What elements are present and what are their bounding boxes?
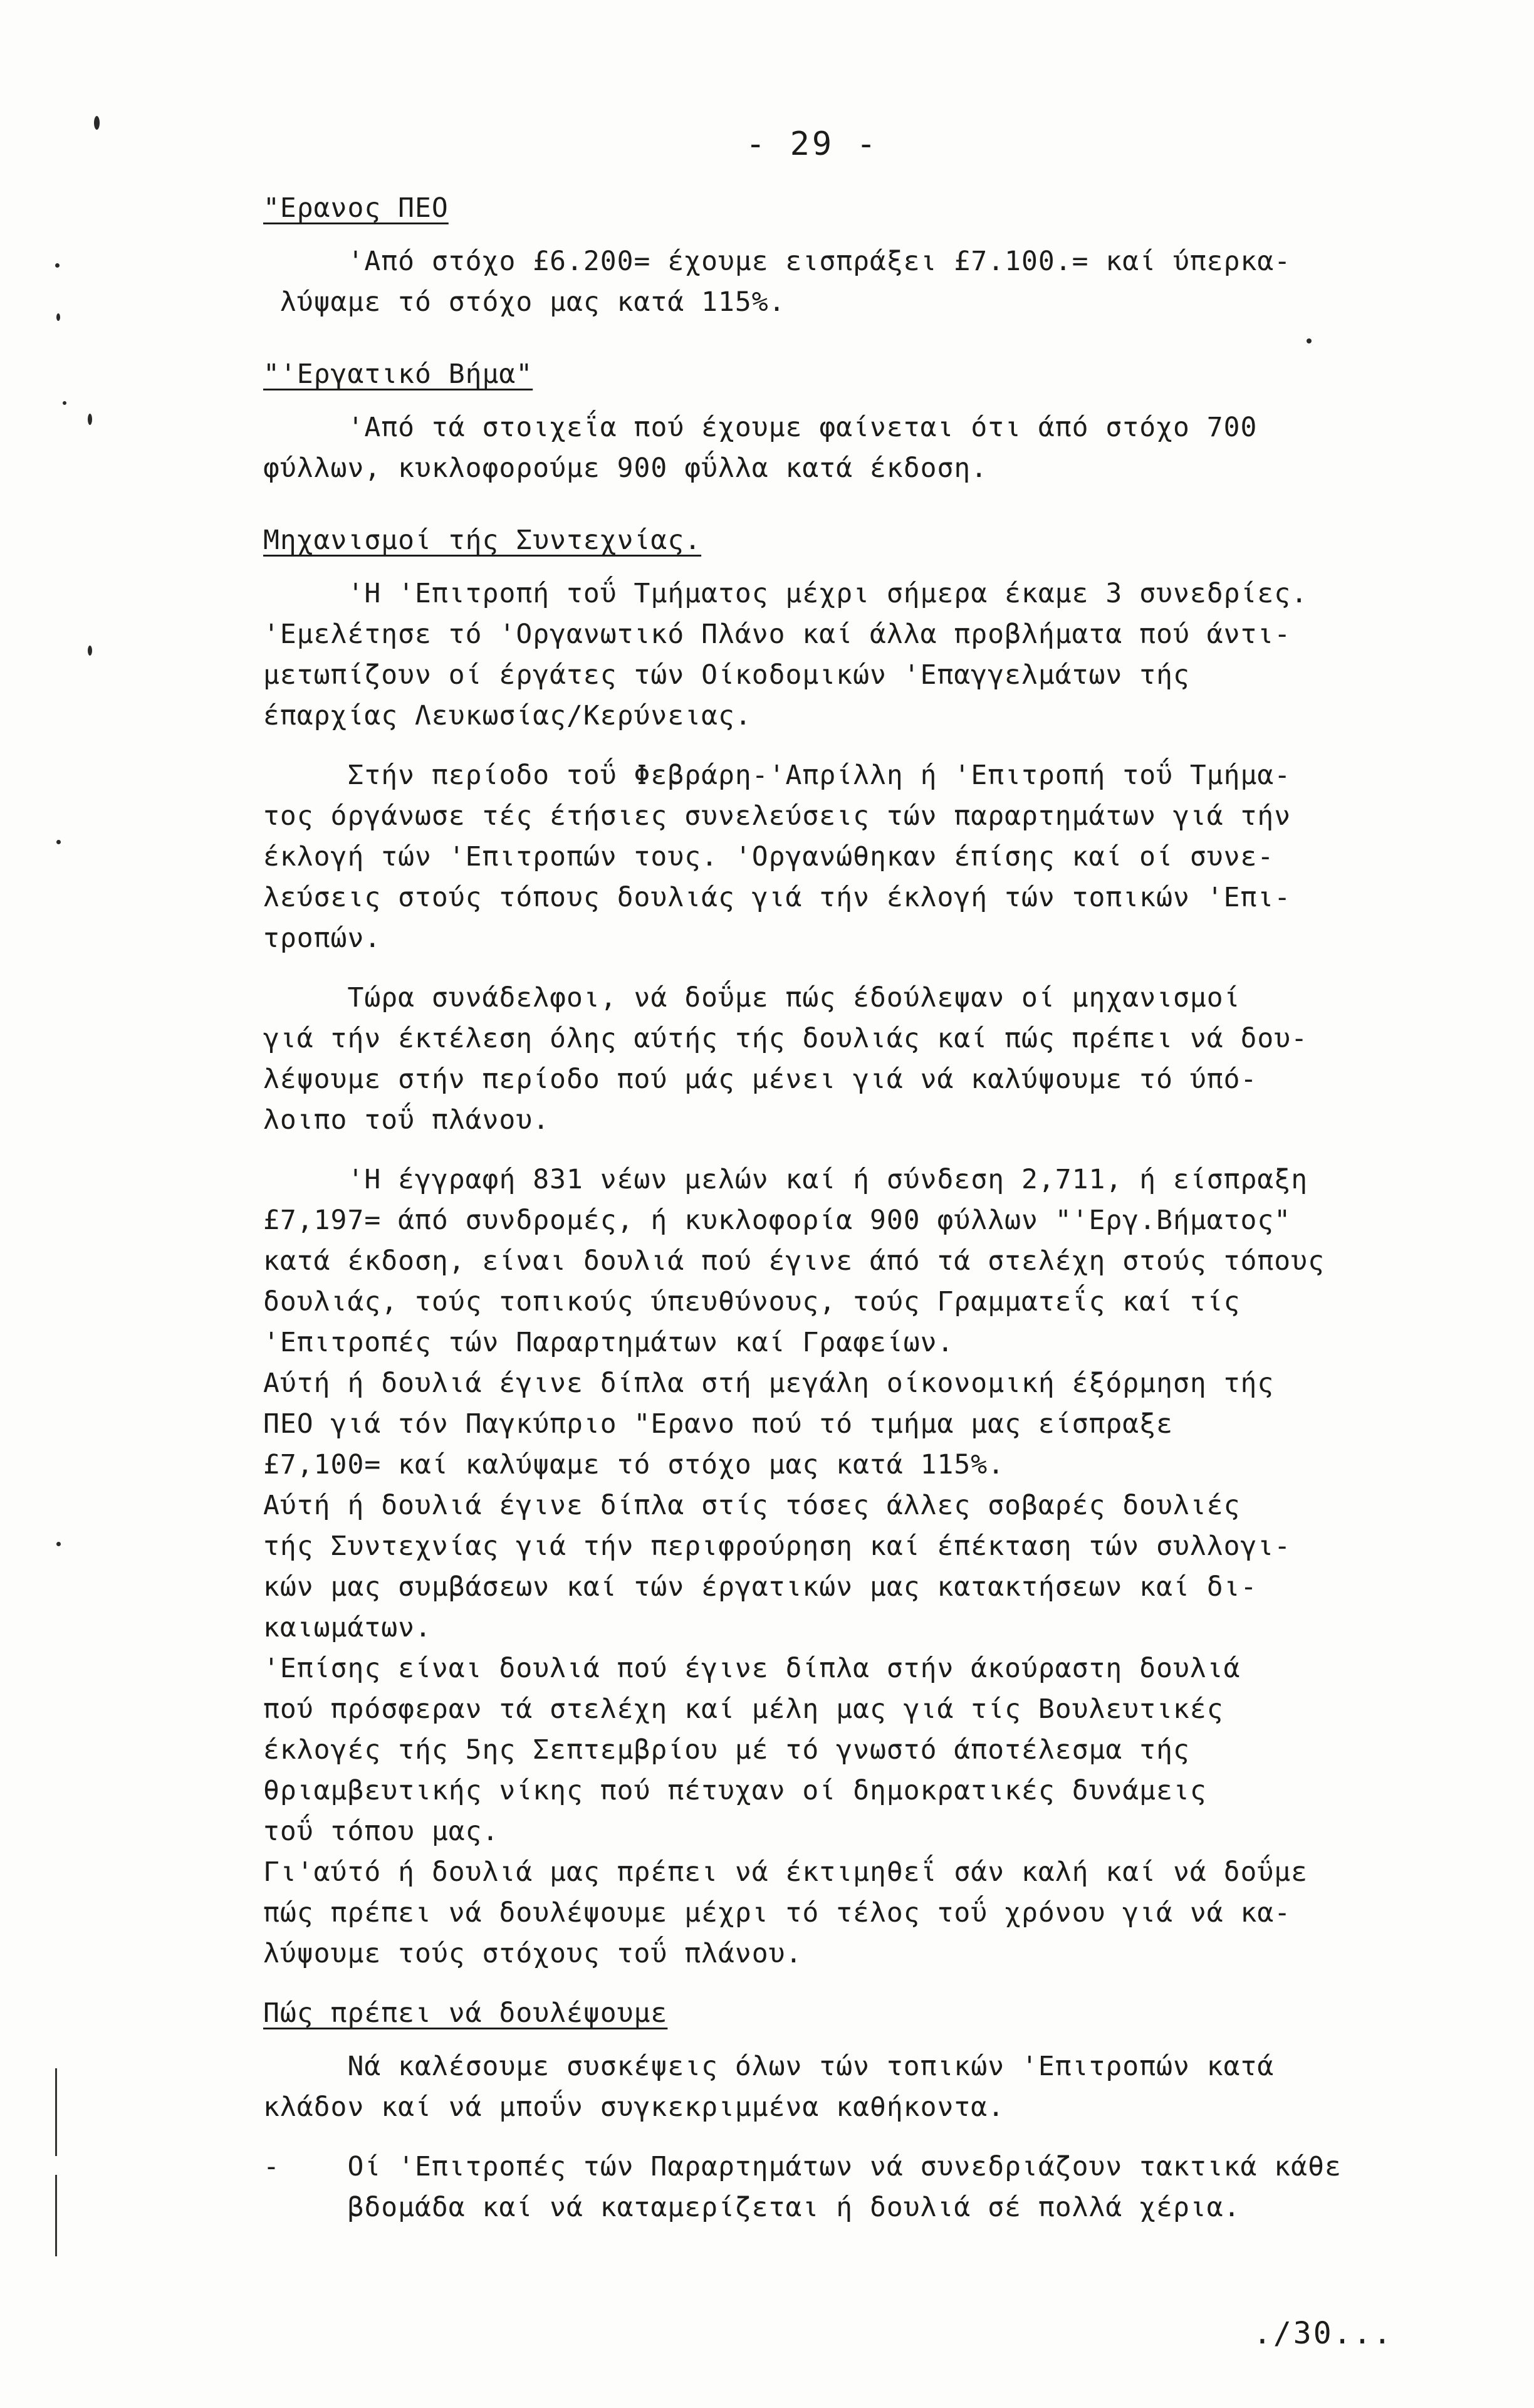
margin-speck [56,840,61,844]
paragraph: 'Η έγγραφή 831 νέων μελών καί ή σύνδεση 2,711, ή είσπραξη £7,197= άπό συνδρομές, ή κυκλοφορία 900 φύλλων "'Εργ.Βήματος" κατά έκδοση, είναι δουλιά πού έγινε άπό τά στελέχη στούς τόπους δουλιάς, τούς τοπικούς ύπευθύνους, τούς Γραμματεΐς καί τίς 'Επιτροπές τών Παραρτημάτων καί Γραφείων. Αύτή ή δουλιά έγινε δίπλα στή μεγάλη οίκονομική έξόρμηση τής ΠΕΟ γιά τόν Παγκύπριο "Ερανο πού τό τμήμα μας είσπραξε £7,100= καί καλύψαμε τό στόχο μας κατά 115%. Αύτή ή δουλιά έγινε δίπλα στίς τόσες άλλες σοβαρές δουλιές τής Συντεχνίας γιά τήν περιφρούρηση καί έπέκταση τών συλλογι- κών μας συμβάσεων καί τών έργατικών μας κατακτήσεων καί δι- καιωμάτων. 'Επίσης είναι δουλιά πού έγινε δίπλα στήν άκούραστη δουλιά πού πρόσφεραν τά στελέχη καί μέλη μας γιά τίς Βουλευτικές έκλογές τής 5ης Σεπτεμβρίου μέ τό γνωστό άποτέλεσμα τής θριαμβευτικής νίκης πού πέτυχαν οί δημοκρατικές δυνάμεις τοΰ τόπου μας. Γι'αύτό ή δουλιά μας πρέπει νά έκτιμηθεΐ σάν καλή καί νά δοΰμε πώς πρέπει νά δουλέψουμε μέχρι τό τέλος τοΰ χρόνου γιά νά κα- λύψουμε τούς στόχους τοΰ πλάνου. [263,1164,1325,1969]
section-heading: "'Εργατικό Βήμα" [263,359,533,390]
section-heading: "Ερανος ΠΕΟ [263,192,449,224]
section-how-to-work [263,1993,1485,2228]
margin-bracket [55,2175,57,2256]
margin-speck [94,116,100,130]
margin-speck [88,414,92,425]
paragraph: Στήν περίοδο τοΰ Φεβράρη-'Απρίλλη ή 'Επιτροπή τοΰ Τμήμα- τος όργάνωσε τές έτήσιες συνελεύσεις τών παραρτημάτων γιά τήν έκλογή τών 'Επιτροπών τους. 'Οργανώθηκαν έπίσης καί οί συνε- λεύσεις στούς τόπους δουλιάς γιά τήν έκλογή τών τοπικών 'Επι- τροπών. [263,760,1291,954]
document-body [263,188,1485,2228]
paragraph: 'Από στόχο £6.200= έχουμε εισπράξει £7.100.= καί ύπερκα- λύψαμε τό στόχο μας κατά 115%. [279,246,1291,318]
page-number: - 29 - [746,125,879,163]
section-eranos [263,188,1485,323]
margin-speck [63,401,66,405]
margin-speck [56,1542,61,1546]
margin-speck [88,646,92,656]
margin-speck [55,263,60,268]
paragraph: Νά καλέσουμε συσκέψεις όλων τών τοπικών 'Επιτροπών κατά κλάδον καί νά μποΰν συγκεκριμμένα καθήκοντα. [263,2051,1275,2123]
section-heading: Μηχανισμοί τής Συντεχνίας. [263,525,702,556]
section-mechanisms [263,520,1485,1974]
section-ergatiko-vima [263,354,1485,489]
margin-speck [56,313,60,321]
continuation-marker: ./30... [1253,2316,1394,2351]
section-heading: Πώς πρέπει νά δουλέψουμε [263,1997,668,2029]
paragraph: 'Η 'Επιτροπή τοΰ Τμήματος μέχρι σήμερα έκαμε 3 συνεδρίες. 'Εμελέτησε τό 'Οργανωτικό Πλάνο καί άλλα προβλήματα πού άντι- μετωπίζουν οί έργάτες τών Οίκοδομικών 'Επαγγελμάτων τής έπαρχίας Λευκωσίας/Κερύνειας. [263,578,1308,731]
paragraph: Τώρα συνάδελφοι, νά δοΰμε πώς έδούλεψαν οί μηχανισμοί γιά τήν έκτέλεση όλης αύτής τής δουλιάς καί πώς πρέπει νά δου- λέψουμε στήν περίοδο πού μάς μένει γιά νά καλύψουμε τό ύπό- λοιπο τοΰ πλάνου. [263,982,1308,1136]
list-item: - Οί 'Επιτροπές τών Παραρτημάτων νά συνεδριάζουν τακτικά κάθε βδομάδα καί νά καταμερίζεται ή δουλιά σέ πολλά χέρια. [263,2151,1342,2223]
margin-bracket [55,2068,57,2156]
paragraph: 'Από τά στοιχεΐα πού έχουμε φαίνεται ότι άπό στόχο 700 φύλλων, κυκλοφορούμε 900 φΰλλα κατά έκδοση. [263,412,1258,484]
